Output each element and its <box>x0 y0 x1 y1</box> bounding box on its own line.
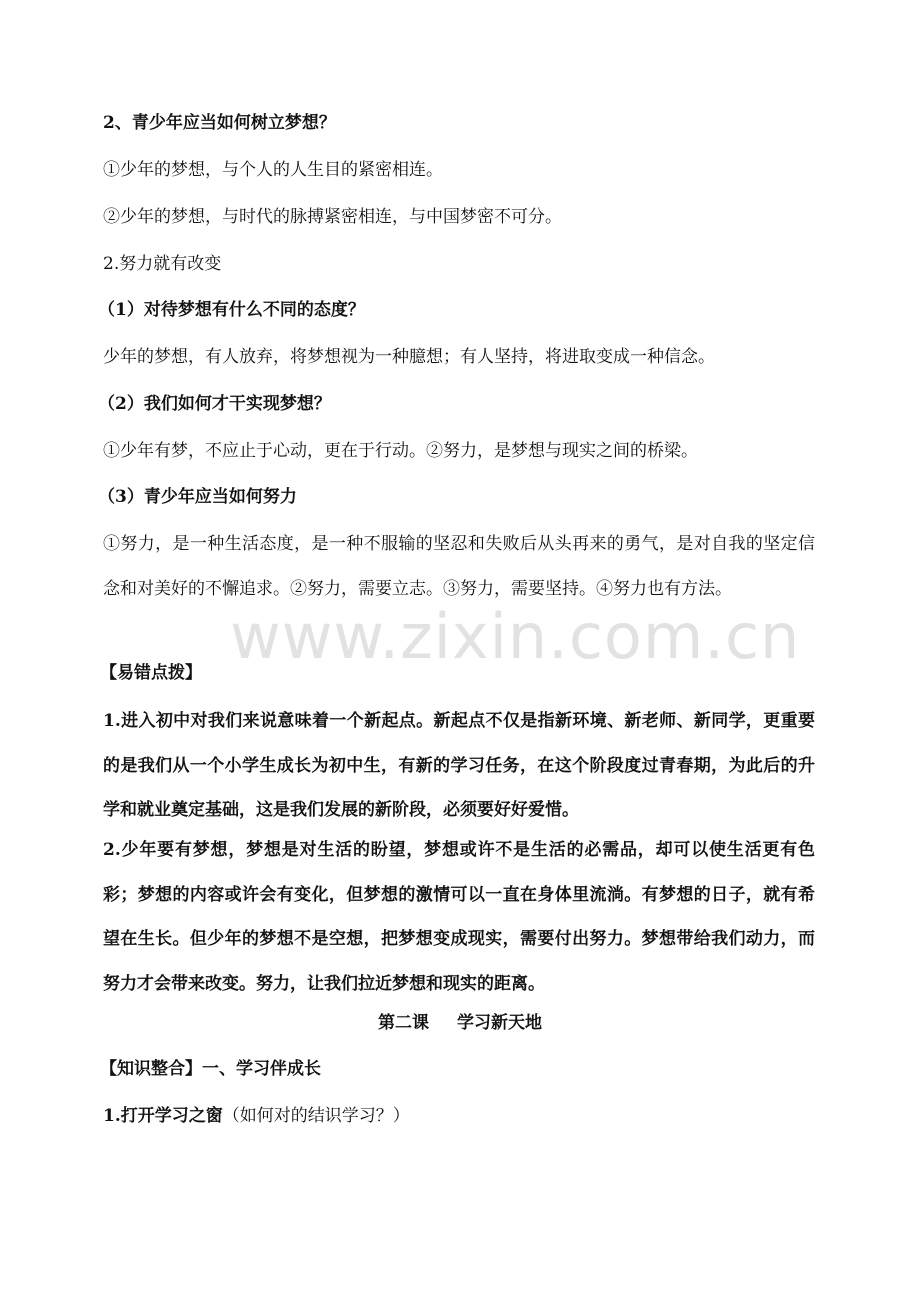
q2-point-2: ②少年的梦想，与时代的脉搏紧密相连，与中国梦密不可分。 <box>103 207 562 227</box>
sub-1-heading: （1）对待梦想有什么不同的态度？ <box>98 300 365 320</box>
lesson-title-name: 学习新天地 <box>457 1013 542 1033</box>
lesson-title <box>0 1012 920 1034</box>
tip-1: 1.进入初中对我们来说意味着一个新起点。新起点不仅是指新环境、新老师、新同学，更重要的是我们从一个小学生成长为初中生，有新的学习任务，在这个阶段度过青春期，为此后的升学和就业奠定基础，这是我们发展的新阶段，必须要好好爱惜。 <box>103 711 815 820</box>
sub-3-heading: （3）青少年应当如何努力 <box>98 487 297 507</box>
q2-heading: 2、青少年应当如何树立梦想？ <box>103 113 336 133</box>
watermark: www.zixin.com.cn <box>230 600 801 673</box>
section-2-heading: 2.努力就有改变 <box>103 254 222 274</box>
tip-2: 2.少年要有梦想，梦想是对生活的盼望，梦想或许不是生活的必需品，却可以使生活更有色彩；梦想的内容或许会有变化，但梦想的激情可以一直在身体里流淌。有梦想的日子，就有希望在生长。但少年的梦想不是空想，把梦想变成现实，需要付出努力。梦想带给我们动力，而努力才会带来改变。努力，让我们拉近梦想和现实的距离。 <box>103 840 815 994</box>
item-1-title: 1.打开学习之窗 <box>103 1106 223 1126</box>
knowledge-heading: 【知识整合】一、学习伴成长 <box>100 1059 321 1079</box>
sub-1-text: 少年的梦想，有人放弃，将梦想视为一种臆想；有人坚持，将进取变成一种信念。 <box>103 347 715 367</box>
sub-3-text: ①努力，是一种生活态度，是一种不服输的坚忍和失败后从头再来的勇气，是对自我的坚定信念和对美好的不懈追求。②努力，需要立志。③努力，需要坚持。④努力也有方法。 <box>103 534 815 599</box>
item-1-question: （如何对的结识学习？） <box>222 1106 410 1126</box>
item-1 <box>103 1105 818 1127</box>
tips-heading: 【易错点拨】 <box>100 663 202 683</box>
q2-point-1: ①少年的梦想，与个人的人生目的紧密相连。 <box>103 160 443 180</box>
sub-2-text: ①少年有梦，不应止于心动，更在于行动。②努力，是梦想与现实之间的桥梁。 <box>103 441 698 461</box>
sub-2-heading: （2）我们如何才干实现梦想？ <box>98 394 331 414</box>
lesson-title-number: 第二课 <box>378 1013 429 1033</box>
